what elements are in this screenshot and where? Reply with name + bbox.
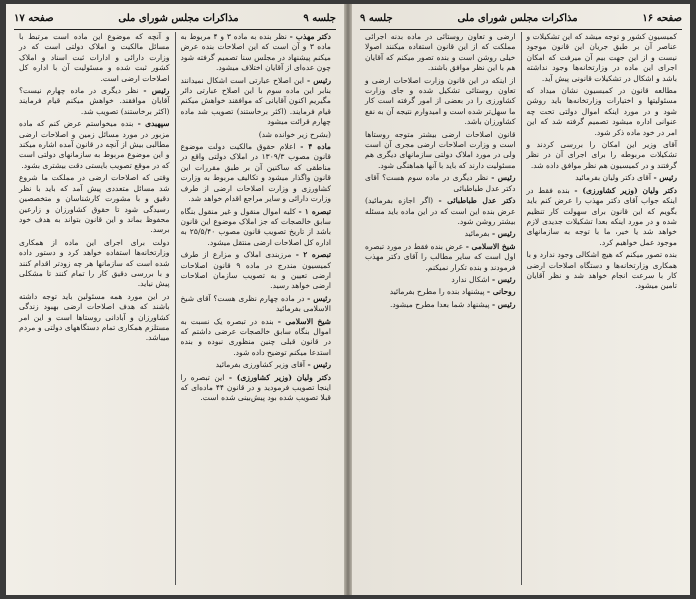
paragraph-text: بنده تصور میکنم که هیچ اشکالی وجود ندارد و با همکاری وزارتخانه‌ها و دستگاه اصلاحات ارضی کار با سرعت انجام خواهد شد و نظر آقایان تامین میشود. (526, 250, 677, 291)
text-paragraph (19, 119, 170, 171)
text-paragraph (365, 229, 516, 239)
right-page-column-left (360, 32, 522, 585)
paragraph-text: ارضی و تعاون روستائی در ماده بدنه اجرائی مملکت که از این قانون استفاده میکنند اصولا خیلی روشن است و بنده تصور میکنم که آقایان هم با این نظر موافق باشند. (365, 32, 516, 73)
text-paragraph (19, 32, 170, 84)
speaker-name: شیخ الاسلامی - (465, 241, 516, 251)
left-page (6, 4, 344, 595)
text-paragraph (181, 142, 332, 204)
text-paragraph (181, 294, 332, 315)
text-paragraph (527, 250, 678, 292)
speaker-name: تبصره ۱ - (298, 206, 331, 216)
right-page (352, 4, 690, 595)
paragraph-text: نظر دیگری در ماده چهارم نیست؟ آقایان موافقند. خواهش میکنم قیام فرمایند (اکثر برخاستند) تصویب شد. (19, 86, 170, 116)
paragraph-text: بنده در تبصره یک نسبت به اموال بنگاه سابق خالصجات عرضی داشتم که در قانون قبلی چنین منظوری نبوده و بنده استدعا میکنم توضیح داده شود. (180, 316, 331, 357)
speaker-name: دکتر عدل طباطبائی - (438, 196, 516, 206)
speaker-name: شیخ الاسلامی - (277, 316, 331, 326)
right-page-column-right (522, 32, 683, 585)
paragraph-text: مرزبندی املاک و مزارع از طرف کمیسیون مندرج در ماده ۹ قانون اصلاحات ارضی تعیین و به تصویب سازمان اصلاحات ارضی خواهد رسید. (180, 250, 331, 291)
speaker-name: تبصره ۲ - (295, 250, 331, 260)
text-paragraph (365, 32, 516, 74)
paragraph-text: وقتی که اصلاحات ارضی در مملکت ما شروع شد مسائل متعددی پیش آمد که باید با نظر دقیق و با مشورت کارشناسان و متخصصین رسیدگی شود تا حقوق کشاورزان و زارعین محفوظ بماند و این قانون بتواند به هدف خود برسد. (19, 173, 170, 235)
speaker-name: رئیس - (491, 173, 516, 183)
paragraph-text: بنده فقط در اینکه جواب آقای دکتر مهذب را عرض کنم باید بگویم که این قانون برای سهولت کار تنظیم شده و در مورد اینکه بعدا تشکیلات جدیدی لازم خواهد شد یا خیر، ما با توجه به سازمانهای موجود عمل خواهیم کرد. (526, 185, 677, 247)
text-paragraph (527, 32, 678, 84)
paragraph-text: قانون اصلاحات ارضی بیشتر متوجه روستاها است و وزارت اصلاحات ارضی مجری آن است ولی در مورد املاک دولتی سازمانهای دیگری هم مسئولیت دارند که باید با آنها هماهنگی شود. (365, 129, 516, 170)
paragraph-text: (بشرح زیر خوانده شد) (258, 129, 331, 139)
left-page-columns (14, 32, 336, 585)
left-page-session: جلسه ۹ (303, 12, 336, 24)
text-paragraph (19, 173, 170, 235)
right-page-title: مذاکرات مجلس شورای ملی (457, 12, 578, 24)
text-paragraph (181, 250, 332, 292)
paragraph-text: اعلام حقوق مالکیت دولت موضوع قانون مصوب ۱۳۰۹/۳ در املاک دولتی واقع در مناطقی که ساکنین آن بر طبق مقررات این قانون واگذار میشود و تکالیف مربوط به وزارت کشاورزی و وزارت اصلاحات ارضی از طرف وزارت دارائی و سایر مراجع اقدام خواهد شد. (180, 142, 332, 204)
text-paragraph (181, 317, 332, 359)
paragraph-text: کمیسیون کشور و توجه میشد که این تشکیلات و عناصر آن بر طبق جریان این قانون موجود نیست و از این جهت بیم آن میرفت که امکان اجرای این ماده در وزارتخانه‌ها وجود نداشته باشد و اشکال در تشکیلات قانونی پیش آید. (526, 32, 677, 83)
paragraph-text: بفرمائید (464, 229, 490, 239)
speaker-name: رئیس - (653, 173, 677, 183)
speaker-name: رئیس - (307, 293, 331, 303)
left-page-column-left (14, 32, 176, 585)
paragraph-text: در ماده چهارم نظری هست؟ آقای شیخ الاسلامی بفرمائید (180, 293, 331, 314)
speaker-name: رئیس - (307, 360, 331, 370)
text-paragraph (365, 173, 516, 194)
text-paragraph (527, 173, 678, 183)
paragraph-text: پیشنهاد شما بعدا مطرح میشود. (390, 299, 490, 309)
paragraph-text: و آنچه که موضوع این ماده است مرتبط با مسائل مالکیت و املاک دولتی است که در وزارت دارائی و ادارات ثبت اسناد و املاک کشور ثبت شده و مسئولیت آن با اداره کل اصلاحات ارضی است. (19, 32, 170, 83)
speaker-name: رئیس - (491, 229, 516, 239)
paragraph-text: نظر بنده به ماده ۳ و ۴ مربوط به ماده ۳ و آن است که این اصلاحات بنده عرض میکنم پیشنهاد در مجلس سنا تصمیم گرفته شود چون عده‌ای از آقایان اختلاف میشود. (180, 32, 331, 73)
speaker-name: ماده ۴ - (300, 142, 331, 152)
text-paragraph (365, 287, 516, 297)
paragraph-text: اشکال ندارد (451, 274, 490, 284)
speaker-name: دکتر مهذب - (289, 32, 331, 41)
text-paragraph (527, 186, 678, 248)
speaker-name: رئیس - (491, 299, 516, 309)
paragraph-text: آقای دکتر ولیان بفرمائید (575, 173, 652, 183)
speaker-name: رئیس - (491, 274, 516, 284)
text-paragraph (527, 140, 678, 171)
book-gutter (344, 4, 352, 595)
paragraph-text: این تبصره را اینجا تصویب فرمودید و در قانون ۴۴ ماده‌ای که قبلا تصویب شده بود پیش‌بینی شده است. (180, 372, 331, 403)
text-paragraph (19, 292, 170, 344)
paragraph-text: (اگر اجازه بفرمائید) عرض بنده این است که در این ماده باید مسئله بیشتر روشن شود. (365, 196, 516, 226)
paragraph-text: این اصلاح عبارتی است اشکال نمیدانند بنابر این ماده سوم با این اصلاح عبارتی دائر مگیریم اکنون آقایانی که موافقند خواهش میکنم قیام فرمایند. (اکثر برخاستند) تصویب شد ماده چهارم قرائت میشود (180, 75, 331, 127)
book-spread (6, 4, 690, 595)
text-paragraph (365, 300, 516, 310)
text-paragraph (19, 86, 170, 117)
text-paragraph (365, 275, 516, 285)
speaker-name: دکتر ولیان (وزیر کشاورزی) - (574, 185, 677, 195)
text-paragraph (181, 32, 332, 74)
right-page-number: صفحه ۱۶ (642, 12, 682, 24)
left-page-column-right (176, 32, 337, 585)
right-page-columns (360, 32, 682, 585)
paragraph-text: عرض بنده فقط در مورد تبصره اول است که سایر مطالب را آقای دکتر مهذب فرمودند و بنده تکرار نمیکنم. (365, 241, 516, 272)
paragraph-text: کلیه اموال منقول و غیر منقول بنگاه سابق خالصجات که جز املاک موضوع این قانون باشد از تاریخ تصویب قانون مصوب ۲۵/۵/۴۰ به اداره کل اصلاحات ارضی منتقل میشود. (180, 206, 331, 247)
paragraph-text: پیشنهاد بنده را مطرح بفرمائید (389, 287, 485, 297)
text-paragraph (181, 130, 332, 140)
text-paragraph (365, 196, 516, 227)
text-paragraph (181, 373, 332, 404)
paragraph-text: مطالعه قانون در کمیسیون نشان میداد که مسئولیتها و اختیارات وزارتخانه‌ها باید روشن شود و در مورد اینکه اموال دولتی تحت چه عنوانی اداره میشود تصمیم گرفته شد که این امر در خود ماده ذکر شود. (526, 86, 677, 137)
speaker-name: رئیس - (143, 86, 170, 96)
text-paragraph (527, 86, 678, 138)
paragraph-text: در این مورد همه مسئولین باید توجه داشته باشند که هدف اصلاحات ارضی بهبود زندگی کشاورزان و آبادانی روستاها است و این امر مستلزم همکاری تمام دستگاههای دولتی و مردم میباشد. (19, 291, 170, 343)
paragraph-text: نظر دیگری در ماده سوم هست؟ آقای دکتر عدل طباطبائی (365, 173, 516, 193)
paragraph-text: دولت برای اجرای این ماده از همکاری وزارتخانه‌ها استفاده خواهد کرد و دستور داده شده است که سازمانها هر چه زودتر اقدام کنند و با بررسی دقیق کار را تمام کنند تا مشکلی پیش نیاید. (19, 237, 170, 289)
right-page-session: جلسه ۹ (360, 12, 393, 24)
left-page-number: صفحه ۱۷ (14, 12, 54, 24)
speaker-name: دکتر ولیان (وزیر کشاورزی) - (228, 372, 331, 382)
left-page-header (14, 10, 336, 30)
text-paragraph (181, 360, 332, 370)
left-page-title: مذاکرات مجلس شورای ملی (118, 12, 239, 24)
text-paragraph (365, 130, 516, 172)
text-paragraph (181, 76, 332, 128)
paragraph-text: بنده میخواستم عرض کنم که ماده مزبور در مورد مسائل زمین و اصلاحات ارضی مطالبی بیش از آنچه در قانون آمده اشاره میکند و این موضوع مربوط به سازمانهای دولتی است که در موقع تصویب بایستی دقت بیشتری بشود. (19, 119, 170, 170)
paragraph-text: از اینکه در این قانون وزارت اصلاحات ارضی و تعاون روستائی تشکیل شده و جای وزارت کشاورزی را در بعضی از امور گرفته است کار ما سهل‌تر شده است و امیدوارم نتیجه آن به نفع کشاورزان باشد. (365, 75, 516, 127)
paragraph-text: آقای وزیر کشاورزی بفرمائید (215, 360, 306, 370)
speaker-name: روحانی - (486, 287, 516, 297)
right-page-header (360, 10, 682, 30)
text-paragraph (365, 242, 516, 273)
speaker-name: رئیس - (306, 75, 331, 85)
text-paragraph (19, 238, 170, 290)
text-paragraph (365, 76, 516, 128)
paragraph-text: آقای وزیر این امکان را بررسی کردند و تشکیلات مربوطه را برای اجرای آن در نظر گرفتند و در کمیسیون هم نظر موافق داده شد. (526, 140, 677, 170)
text-paragraph (181, 207, 332, 249)
speaker-name: سپهبدی - (137, 119, 170, 129)
